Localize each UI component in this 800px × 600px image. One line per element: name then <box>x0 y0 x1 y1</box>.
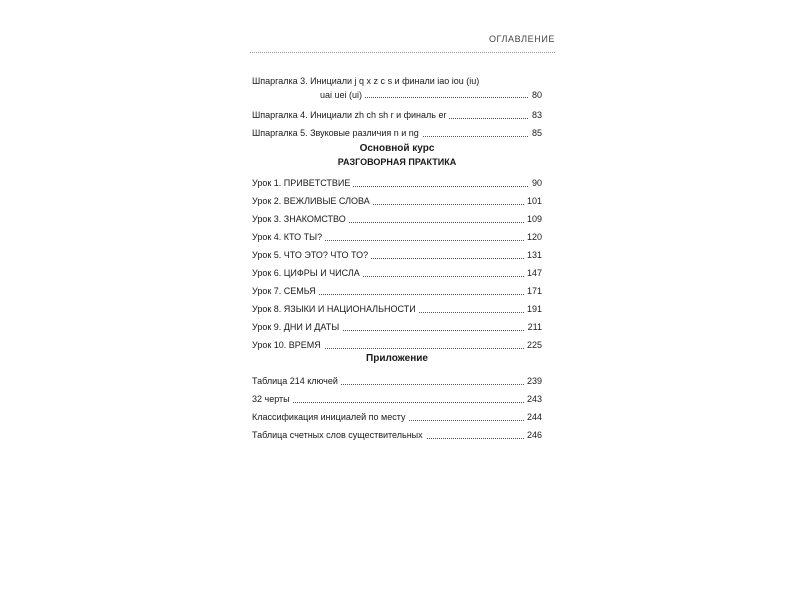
toc-entry[interactable] <box>252 192 542 210</box>
toc-entry-title: Урок 2. ВЕЖЛИВЫЕ СЛОВА <box>252 192 373 210</box>
toc-entry[interactable] <box>252 426 542 444</box>
toc-entry-title: 32 черты <box>252 390 293 408</box>
toc-entry-page: 171 <box>524 282 542 300</box>
toc-entry[interactable] <box>252 246 542 264</box>
section-subheading: РАЗГОВОРНАЯ ПРАКТИКА <box>337 157 457 167</box>
toc-entry[interactable] <box>252 300 542 318</box>
toc-entry-title: Урок 5. ЧТО ЭТО? ЧТО ТО? <box>252 246 371 264</box>
header-rule <box>250 52 555 53</box>
toc-entry-page: 131 <box>524 246 542 264</box>
toc-entry-title: Шпаргалка 3. Инициали j q x z c s и финали iao iou (iu) <box>252 76 480 86</box>
toc-entry[interactable] <box>252 372 542 390</box>
toc-entry-title: Урок 9. ДНИ И ДАТЫ <box>252 318 342 336</box>
toc-entry-page: 80 <box>529 88 542 102</box>
toc-entry[interactable] <box>252 74 542 106</box>
toc-entry-title-cont: uai uei (ui) <box>320 88 365 102</box>
toc-entry-page: 120 <box>524 228 542 246</box>
toc-entry[interactable] <box>252 408 542 426</box>
toc-entry-title: Урок 8. ЯЗЫКИ И НАЦИОНАЛЬНОСТИ <box>252 300 419 318</box>
toc-cheat-sheets <box>252 74 542 142</box>
toc-entry[interactable] <box>252 124 542 142</box>
toc-entry-title: Шпаргалка 5. Звуковые различия n и ng <box>252 124 422 142</box>
toc-entry-page: 191 <box>524 300 542 318</box>
toc-entry[interactable] <box>252 264 542 282</box>
toc-entry-page: 90 <box>529 174 542 192</box>
toc-entry-title: Урок 1. ПРИВЕТСТВИЕ <box>252 174 353 192</box>
toc-entry[interactable] <box>252 228 542 246</box>
dot-leader <box>252 402 542 403</box>
toc-entry-page: 109 <box>524 210 542 228</box>
toc-entry-title: Урок 10. ВРЕМЯ <box>252 336 324 354</box>
toc-entry[interactable] <box>252 106 542 124</box>
toc-entry-title: Таблица счетных слов существительных <box>252 426 426 444</box>
toc-entry-title: Классификация инициалей по месту <box>252 408 408 426</box>
toc-appendix <box>252 352 542 444</box>
toc-entry-page: 101 <box>524 192 542 210</box>
toc-entry-page: 85 <box>529 124 542 142</box>
toc-entry[interactable] <box>252 210 542 228</box>
toc-entry-title: Урок 6. ЦИФРЫ И ЧИСЛА <box>252 264 363 282</box>
toc-entry-page: 211 <box>525 318 542 336</box>
toc-entry-page: 225 <box>524 336 542 354</box>
section-heading: Основной курс <box>359 143 435 154</box>
toc-entry[interactable] <box>252 174 542 192</box>
toc-entry[interactable] <box>252 282 542 300</box>
toc-entry-page: 147 <box>524 264 542 282</box>
toc-entry-title: Шпаргалка 4. Инициали zh ch sh r и финаль er <box>252 106 449 124</box>
running-head: ОГЛАВЛЕНИЕ <box>488 34 555 44</box>
toc-entry-title: Урок 3. ЗНАКОМСТВО <box>252 210 349 228</box>
toc-entry-page: 83 <box>529 106 542 124</box>
toc-main-course <box>252 142 542 354</box>
toc-entry[interactable] <box>252 390 542 408</box>
toc-entry-title: Урок 7. СЕМЬЯ <box>252 282 319 300</box>
toc-entry[interactable] <box>252 318 542 336</box>
toc-entry-page: 243 <box>524 390 542 408</box>
section-heading: Приложение <box>366 353 428 364</box>
toc-entry-page: 246 <box>524 426 542 444</box>
toc-entry-title: Урок 4. КТО ТЫ? <box>252 228 325 246</box>
toc-entry-page: 244 <box>524 408 542 426</box>
toc-entry-page: 239 <box>524 372 542 390</box>
toc-entry-title: Таблица 214 ключей <box>252 372 341 390</box>
